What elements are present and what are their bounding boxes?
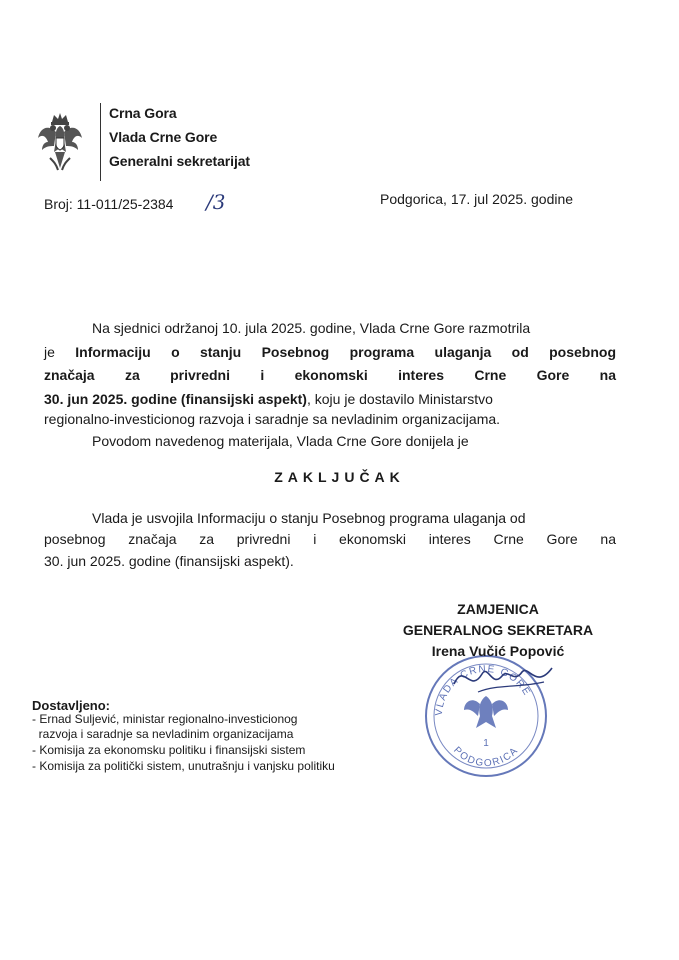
signatory-name: Irena Vučić Popović xyxy=(431,643,565,659)
header-secretariat: Generalni sekretarijat xyxy=(109,153,250,169)
document-title: ZAKLJUČAK xyxy=(274,469,405,485)
place-date: Podgorica, 17. jul 2025. godine xyxy=(380,191,574,207)
handwritten-signature-icon xyxy=(448,654,558,700)
distribution-item: - Komisija za ekonomsku politiku i finansijski sistem xyxy=(32,743,306,757)
reference-number: Broj: 11-011/25-2384 xyxy=(44,196,174,212)
distribution-item: razvoja i saradnje sa nevladinim organizacijama xyxy=(32,727,294,741)
body-line-3: značaja za privredni i ekonomski interes Crne Gore na xyxy=(44,367,616,383)
distribution-item: - Ernad Suljević, ministar regionalno-investicionog xyxy=(32,712,298,726)
distribution-heading: Dostavljeno: xyxy=(32,698,111,713)
stamp-bottom-text: PODGORICA xyxy=(451,744,521,770)
signature-title-2: GENERALNOG SEKRETARA xyxy=(402,622,594,638)
header-divider xyxy=(100,103,101,181)
header-country: Crna Gora xyxy=(109,105,177,121)
stamp-number: 1 xyxy=(483,738,489,749)
signature-title-1: ZAMJENICA xyxy=(457,601,539,617)
montenegro-coat-of-arms-icon xyxy=(36,112,84,174)
body-line-2: je Informaciju o stanju Posebnog programa ulaganja od posebnog xyxy=(44,344,617,360)
handwritten-suffix: /3 xyxy=(206,190,226,214)
body-line-4: 30. jun 2025. godine (finansijski aspekt), koju je dostavilo Ministarstvo xyxy=(44,391,493,407)
header-government: Vlada Crne Gore xyxy=(109,129,218,145)
conclusion-line-1: Vlada je usvojila Informaciju o stanju Posebnog programa ulaganja od xyxy=(92,510,526,526)
conclusion-line-3: 30. jun 2025. godine (finansijski aspekt). xyxy=(44,553,294,569)
body-line-5: regionalno-investicionog razvoja i saradnje sa nevladinim organizacijama. xyxy=(44,411,501,427)
body-line-1: Na sjednici održanoj 10. jula 2025. godine, Vlada Crne Gore razmotrila xyxy=(92,320,531,336)
conclusion-line-2: posebnog značaja za privredni i ekonomski interes Crne Gore na xyxy=(44,531,616,547)
body-paragraph-2: Povodom navedenog materijala, Vlada Crne Gore donijela je xyxy=(92,433,469,449)
distribution-item: - Komisija za politički sistem, unutrašnju i vanjsku politiku xyxy=(32,759,335,773)
stamp-top-text: VLADA CRNE GORE xyxy=(433,663,533,717)
